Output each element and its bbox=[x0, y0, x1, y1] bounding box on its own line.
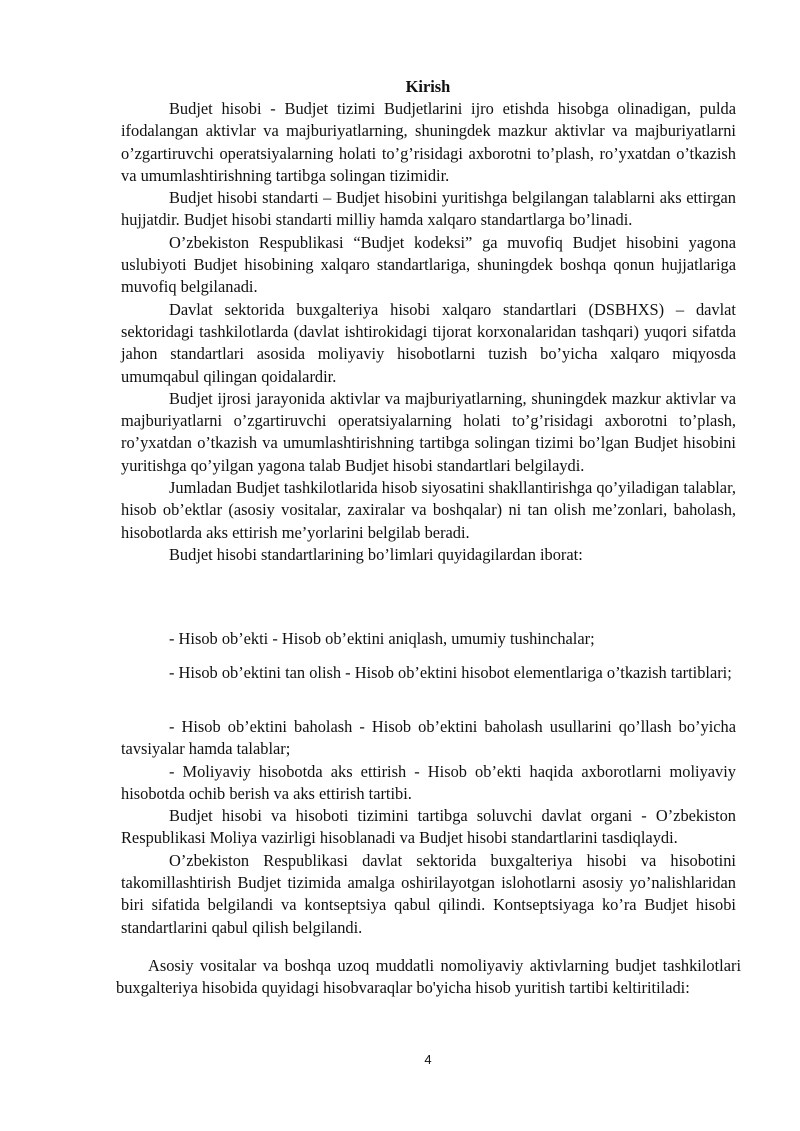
list-item-4: - Moliyaviy hisobotda aks ettirish - Hisob ob’ekti haqida axborotlarni moliyaviy hisobotda ochib berish va aks ettirish tartibi. bbox=[121, 761, 736, 803]
paragraph-4: Davlat sektorida buxgalteriya hisobi xalqaro standartlari (DSBHXS) – davlat sektoridagi tashkilotlarda (davlat ishtirokidagi tijorat korxonalaridan tashqari) yuqori sifatda jahon standartlari asosida moliyaviy hisobotlarni tuzish bo’yicha xalqaro miqyosda umumqabul qilingan qoidalardir. bbox=[121, 299, 736, 386]
body-text-list-tail bbox=[121, 716, 736, 939]
paragraph-8: Budjet hisobi va hisoboti tizimini tartibga soluvchi davlat organi - O’zbekiston Respublikasi Moliya vazirligi hisoblanadi va Budjet hisobi standartlarini tasdiqlaydi. bbox=[121, 806, 736, 848]
page-title: Kirish bbox=[405, 77, 451, 96]
paragraph-2: Budjet hisobi standarti – Budjet hisobini yuritishga belgilangan talablarni aks ettirgan hujjatdir. Budjet hisobi standarti milliy hamda xalqaro standartlarga bo’linadi. bbox=[121, 188, 736, 230]
list-item-1: - Hisob ob’ekti - Hisob ob’ektini aniqlash, umumiy tushinchalar; bbox=[169, 629, 595, 648]
paragraph-1: Budjet hisobi - Budjet tizimi Budjetlarini ijro etishda hisobga olinadigan, pulda ifodalangan aktivlar va majburiyatlarning, shuningdek mazkur aktivlar va majburiyatlarni o’zgartiruvchi operatsiyalarning holati to’g’risidagi axborotni to’plash, ro’yxatdan o’tkazish va umumlashtirishning tartibga solingan tizimidir. bbox=[121, 99, 736, 185]
body-text-top bbox=[121, 98, 736, 566]
paragraph-9: O’zbekiston Respublikasi davlat sektorida buxgalteriya hisobi va hisobotini takomillashtirish Budjet tizimida amalga oshirilayotgan islohotlarni asosiy yo’nalishlaridan biri sifatida belgilandi va kontseptsiya qabul qilindi. Kontseptsiyaga ko’ra Budjet hisobi standartlarini qabul qilish belgilandi. bbox=[121, 850, 736, 937]
paragraph-10: Asosiy vositalar va boshqa uzoq muddatli nomoliyaviy aktivlarning budjet tashkilotlari buxgalteriya hisobida quyidagi hisobvaraqlar bo'yicha hisob yuritish tartibi keltiritiladi: bbox=[116, 956, 741, 998]
page-number: 4 bbox=[424, 1052, 432, 1067]
list-item-2: - Hisob ob’ektini tan olish - Hisob ob’ektini hisobot elementlariga o’tkazish tartiblari; bbox=[169, 663, 732, 682]
paragraph-5: Budjet ijrosi jarayonida aktivlar va majburiyatlarning, shuningdek mazkur aktivlar va majburiyatlarni o’zgartiruvchi operatsiyalarning holati to’g’risidagi axborotni to’plash, ro’yxatdan o’tkazish va umumlashtirishning tartibga solingan tizimi bo’lgan Budjet hisobini yuritishga qo’yilgan yagona talab Budjet hisobi standartlari belgilaydi. bbox=[121, 388, 736, 475]
paragraph-3: O’zbekiston Respublikasi “Budjet kodeksi” ga muvofiq Budjet hisobini yagona uslubiyoti Budjet hisobining xalqaro standartlariga, shuningdek boshqa qonun hujjatlariga muvofiq belgilanadi. bbox=[121, 232, 736, 297]
list-item-3: - Hisob ob’ektini baholash - Hisob ob’ektini baholash usullarini qo’llash bo’yicha tavsiyalar hamda talablar; bbox=[121, 717, 736, 759]
paragraph-6: Jumladan Budjet tashkilotlarida hisob siyosatini shakllantirishga qo’yiladigan talablar, hisob ob’ektlar (asosiy vositalar, zaxiralar va boshqalar) ni tan olish me’zonlari, baholash, hisobotlarda aks ettirish me’yorlarini belgilab beradi. bbox=[121, 478, 736, 542]
paragraph-7: Budjet hisobi standartlarining bo’limlari quyidagilardan iborat: bbox=[169, 544, 583, 564]
